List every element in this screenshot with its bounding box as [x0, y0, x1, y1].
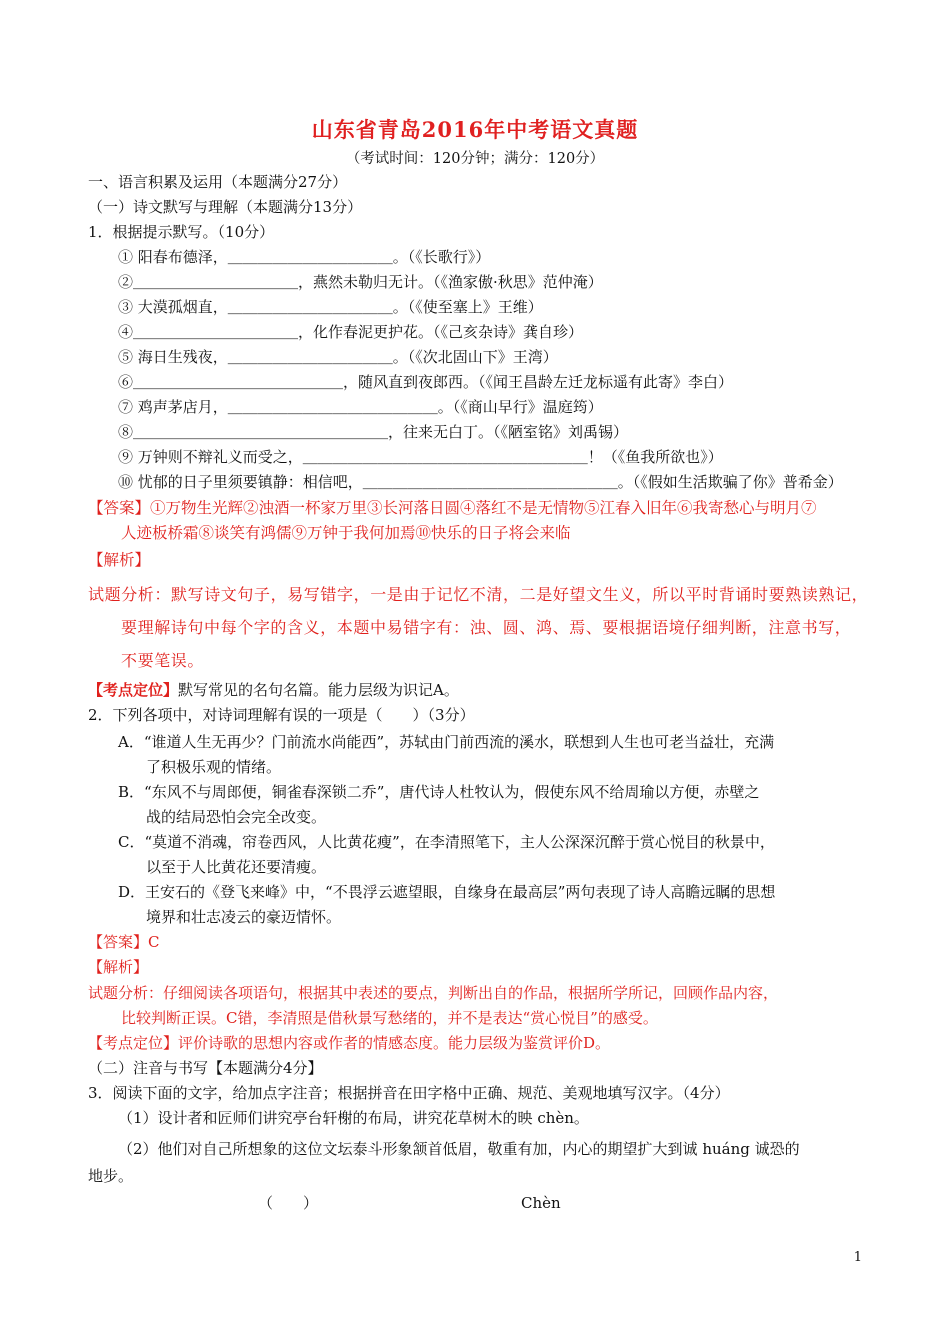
q3-item-1: （1）设计者和匠师们讲究亭台轩榭的布局，讲究花草树木的映 chèn。 [118, 1109, 589, 1127]
page-number: 1 [853, 1250, 862, 1265]
exam-info: （考试时间：120分钟；满分：120分） [345, 151, 605, 167]
section-heading: 一、语言积累及运用（本题满分27分） [88, 173, 348, 191]
q3-item-2: （2）他们对自己所想象的这位文坛泰斗形象颔首低眉，敬重有加，内心的期望扩大到诚 huáng 诚恐的 [118, 1140, 800, 1158]
q1-item-5: ⑤ 海日生残夜，＿＿＿＿＿＿＿＿＿＿＿。（《次北固山下》王湾） [118, 348, 558, 366]
q1-analysis-end: 不要笔误。 [121, 651, 205, 670]
q1-analysis: 试题分析：默写诗文句子，易写错字，一是由于记忆不清，二是好望文生义，所以平时背诵时要熟读熟记， [88, 585, 869, 604]
q1-analysis-head: 【解析】 [88, 551, 151, 569]
q1-item-2: ②＿＿＿＿＿＿＿＿＿＿＿，燕然未勒归无计。（《渔家傲·秋思》范仲淹） [118, 273, 603, 291]
q1-item-9: ⑨ 万钟则不辩礼义而受之，＿＿＿＿＿＿＿＿＿＿＿＿＿＿＿＿＿＿＿！（《鱼我所欲也》） [118, 448, 723, 466]
q1-item-10: ⑩ 忧郁的日子里须要镇静：相信吧，＿＿＿＿＿＿＿＿＿＿＿＿＿＿＿＿＿。（《假如生活欺骗了你》普希金） [118, 473, 843, 491]
q2-option-b-cont: 战的结局恐怕会完全改变。 [146, 808, 327, 826]
pinyin-label: Chèn [521, 1194, 561, 1212]
q2-option-b: B．“东风不与周郎便，铜雀春深锁二乔”，唐代诗人杜牧认为，假使东风不给周瑜以方便，赤壁之 [118, 783, 760, 801]
q1-item-7: ⑦ 鸡声茅店月，＿＿＿＿＿＿＿＿＿＿＿＿＿＿。（《商山早行》温庭筠） [118, 398, 603, 416]
q2-analysis-head: 【解析】 [88, 958, 149, 976]
q1-answer: 【答案】①万物生光辉②浊酒一杯家万里③长河落日圆④落红不是无情物⑤江春入旧年⑥我寄愁心与明月⑦ [88, 499, 817, 517]
q2-option-c-cont: 以至于人比黄花还要清瘦。 [146, 858, 327, 876]
subsection-heading: （一）诗文默写与理解（本题满分13分） [88, 198, 363, 216]
q2-option-d-cont: 境界和壮志凌云的豪迈情怀。 [146, 908, 342, 926]
q2-answer: 【答案】C [88, 933, 160, 951]
q2-analysis-cont: 比较判断正误。C错，李清照是借秋景写愁绪的，并不是表达“赏心悦目”的感受。 [121, 1009, 658, 1027]
subsection-heading-2: （二）注音与书写【本题满分4分】 [88, 1059, 323, 1077]
q1-analysis-cont: 要理解诗句中每个字的含义，本题中易错字有：浊、圆、鸿、焉、要根据语境仔细判断，注意书写， [121, 618, 852, 637]
q1-item-3: ③ 大漠孤烟直，＿＿＿＿＿＿＿＿＿＿＿。（《使至塞上》王维） [118, 298, 543, 316]
q1-item-8: ⑧＿＿＿＿＿＿＿＿＿＿＿＿＿＿＿＿＿，往来无白丁。（《陋室铭》刘禹锡） [118, 423, 629, 441]
q1-item-1: ① 阳春布德泽，＿＿＿＿＿＿＿＿＿＿＿。（《长歌行》） [118, 248, 491, 266]
q2-analysis: 试题分析：仔细阅读各项语句，根据其中表述的要点，判断出自的作品，根据所学所记，回顾作品内容， [88, 984, 779, 1002]
q2-option-a-cont: 了积极乐观的情绪。 [146, 758, 282, 776]
q1-item-4: ④＿＿＿＿＿＿＿＿＿＿＿，化作春泥更护花。（《己亥杂诗》龚自珍） [118, 323, 584, 341]
q1-point-text: 默写常见的名句名篇。能力层级为识记A。 [178, 681, 459, 699]
question-2-stem: 2．下列各项中，对诗词理解有误的一项是（ ）（3分） [88, 706, 475, 724]
q2-option-d: D．王安石的《登飞来峰》中，“不畏浮云遮望眼，自缘身在最高层”两句表现了诗人高瞻远瞩的思想 [118, 883, 776, 901]
q1-answer-cont: 人迹板桥霜⑧谈笑有鸿儒⑨万钟于我何加焉⑩快乐的日子将会来临 [121, 524, 571, 542]
q2-option-c: C．“莫道不消魂，帘卷西风，人比黄花瘦”，在李清照笔下，主人公深深沉醉于赏心悦目的秋景中， [118, 833, 775, 851]
question-1-stem: 1．根据提示默写。（10分） [88, 223, 275, 241]
q2-option-a: A．“谁道人生无再少？门前流水尚能西”，苏轼由门前西流的溪水，联想到人生也可老当益壮，充满 [118, 733, 775, 751]
q2-point: 【考点定位】评价诗歌的思想内容或作者的情感态度。能力层级为鉴赏评价D。 [88, 1034, 611, 1052]
question-3-stem: 3．阅读下面的文字，给加点字注音；根据拼音在田字格中正确、规范、美观地填写汉字。（4分） [88, 1084, 730, 1102]
q1-item-6: ⑥＿＿＿＿＿＿＿＿＿＿＿＿＿＿，随风直到夜郎西。（《闻王昌龄左迁龙标遥有此寄》李白） [118, 373, 734, 391]
q3-item-2-cont: 地步。 [88, 1167, 134, 1185]
q1-point: 【考点定位】默写常见的名句名篇。能力层级为识记A。 [88, 681, 459, 699]
pinyin-answer-blank[interactable]: （ ） [258, 1194, 319, 1212]
page-title: 山东省青岛2016年中考语文真题 [311, 117, 639, 142]
